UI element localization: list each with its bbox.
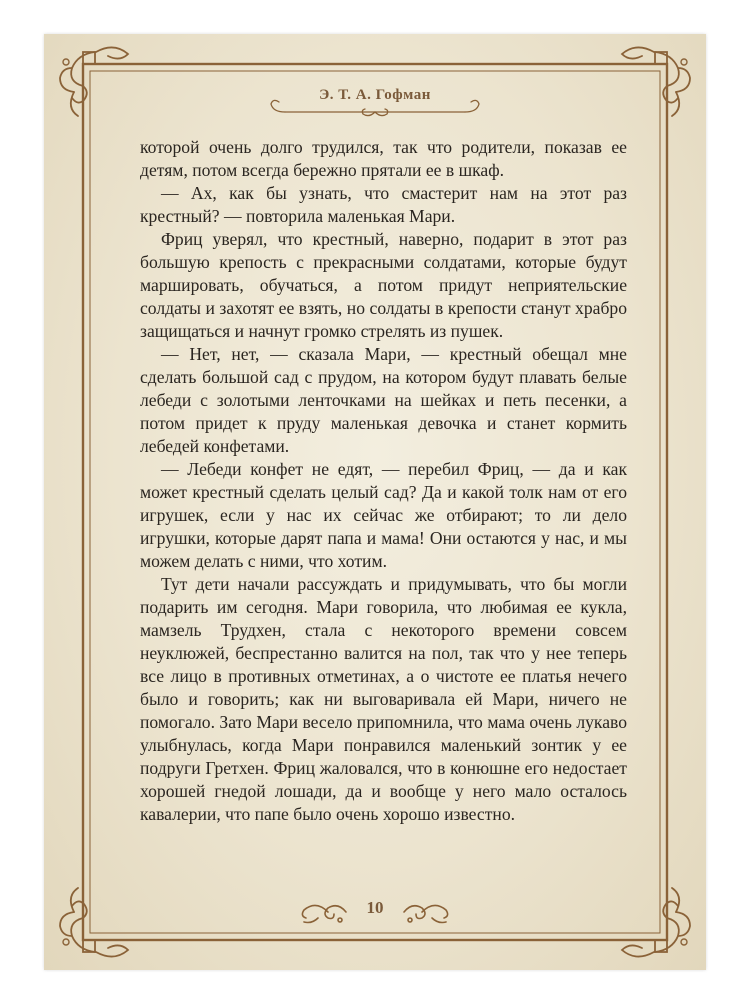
book-page — [44, 34, 706, 970]
paragraph: которой очень долго трудился, так что родители, показав ее детям, потом всегда бережно прятали ее в шкаф. — [140, 137, 627, 180]
page-number: 10 — [366, 898, 384, 917]
running-header-author: Э. Т. А. Гофман — [319, 87, 431, 103]
paragraph: — Лебеди конфет не едят, — перебил Фриц, — да и как может крестный сделать целый сад? Да и какой толк нам от его игрушек, если у нас их сейчас же отбирают; то ли дело игрушки, которые дарят папа и мама! Они остаются у нас, и мы можем делать с ними, что хотим. — [140, 459, 627, 571]
paragraph: Тут дети начали рассуждать и придумывать, что бы могли подарить им сегодня. Мари говорила, что любимая ее кукла, мамзель Трудхен, стала с некоторого времени совсем неуклюжей, беспрестанно валится на пол, так что у нее теперь все лицо в противных отметинах, а о чистоте ее платья нечего было и говорить; как ни выговаривала ей Мари, ничего не помогало. Зато Мари весело припомнила, что мама очень лукаво улыбнулась, когда Мари понравился маленький зонтик у ее подруги Гретхен. Фриц жаловался, что в конюшне его недостает хорошей гнедой лошади, да и вообще у него мало осталось кавалерии, что папе было очень хорошо известно. — [140, 574, 627, 824]
body-text — [140, 136, 627, 826]
paragraph: — Нет, нет, — сказала Мари, — крестный обещал мне сделать большой сад с прудом, на котором будут плавать белые лебеди с золотыми ленточками на шейках и петь песенки, а потом придет к пруду маленькая девочка и станет кормить лебедей конфетами. — [140, 344, 627, 456]
paragraph: Фриц уверял, что крестный, наверно, подарит в этот раз большую крепость с прекрасными солдатами, которые будут маршировать, обучаться, а потом придут неприятельские солдаты и захотят ее взять, но солдаты в крепости станут храбро защищаться и начнут громко стрелять из пушек. — [140, 229, 627, 341]
header-flourish-ornament — [265, 94, 485, 120]
paragraph: — Ах, как бы узнать, что смастерит нам на этот раз крестный? — повторила маленькая Мари. — [140, 183, 627, 226]
